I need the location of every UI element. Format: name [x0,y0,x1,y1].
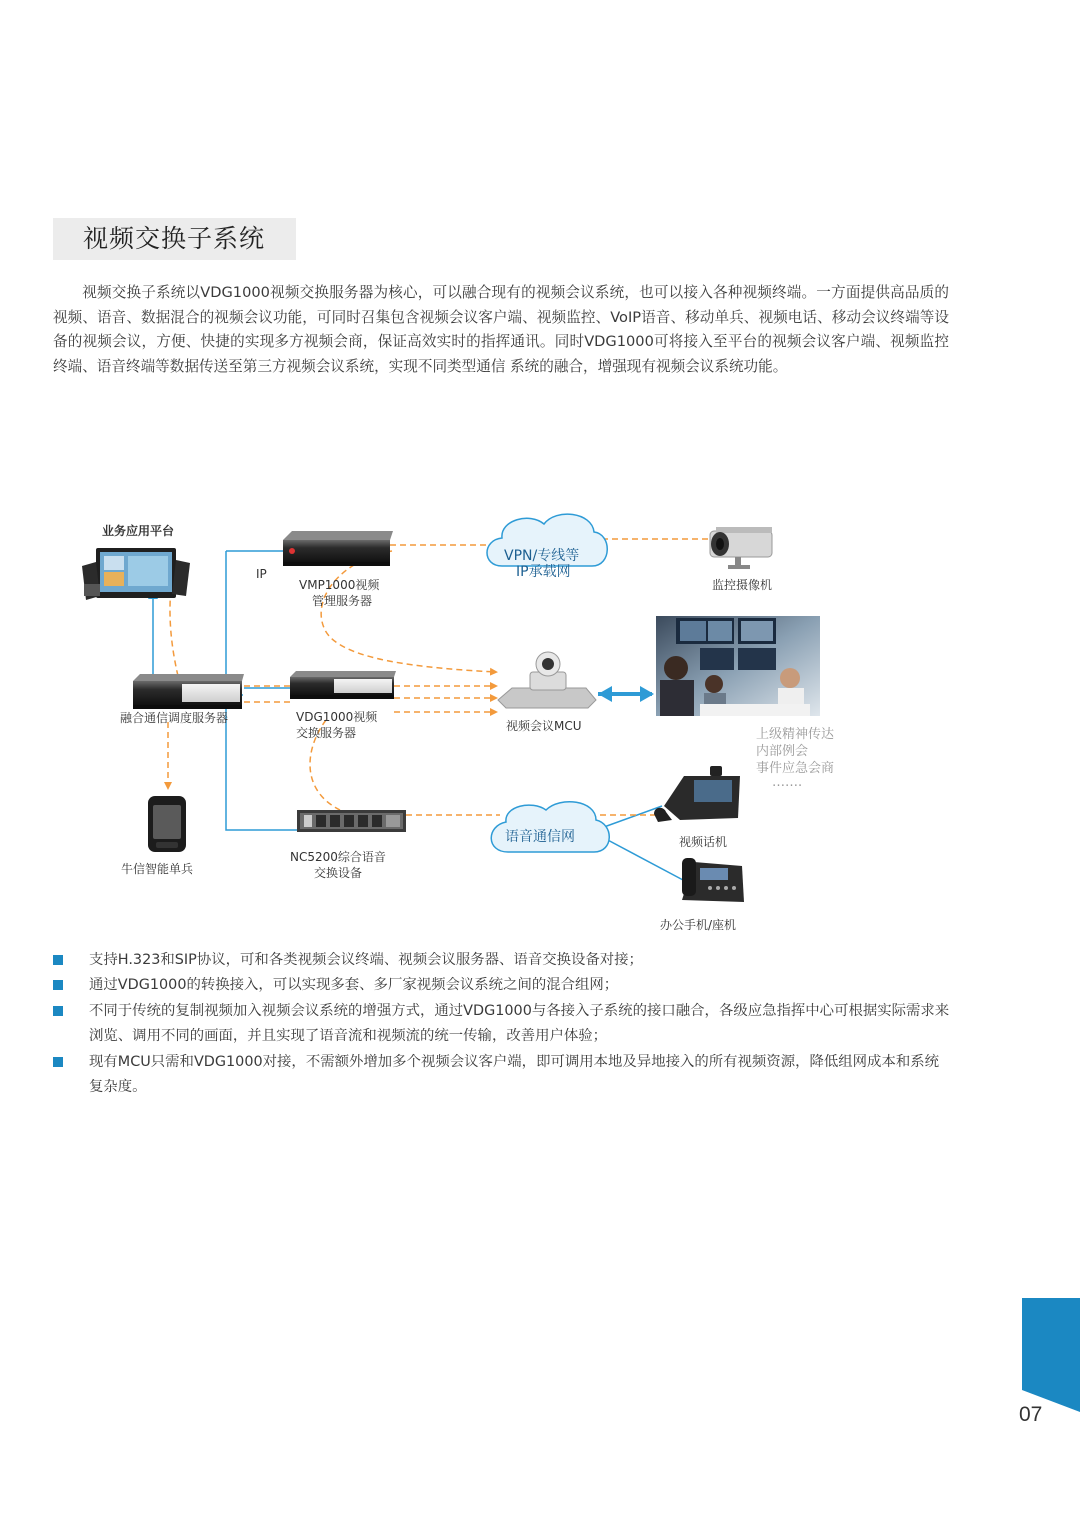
nc-label-2: 交换设备 [314,866,363,880]
double-arrow-icon [598,686,654,702]
voice-cloud-label: 语音通信网 [505,829,575,845]
video-phone-label: 视频话机 [679,835,728,849]
vpn-cloud-label-2: IP承载网 [516,564,571,580]
dashed-flows [168,539,712,815]
vdg-label-1: VDG1000视频 [296,710,378,724]
nc-label-1: NC5200综合语音 [290,850,386,864]
meeting-note-3: 事件应急会商 [756,761,835,776]
vpn-cloud-label-1: VPN/专线等 [504,548,580,564]
bullet-square-icon [53,1057,63,1067]
vmp-label-1: VMP1000视频 [299,578,380,592]
platform-device [82,548,190,600]
soldier-device [148,796,186,852]
platform-label: 业务应用平台 [102,524,175,538]
office-phone-icon [682,858,744,902]
ip-label: IP [256,567,267,581]
bullet-square-icon [53,1006,63,1016]
meeting-note-2: 内部例会 [756,744,809,759]
office-phone-label: 办公手机/座机 [660,918,737,932]
vmp-server [283,531,393,566]
meeting-note-4: ……. [772,775,803,790]
page-number: 07 [1019,1403,1043,1426]
vdg-label-2: 交换服务器 [296,726,357,740]
section-title: 视频交换子系统 [53,218,296,260]
meeting-note-1: 上级精神传达 [756,727,835,742]
camera-label: 监控摄像机 [712,578,773,592]
soldier-label: 牛信智能单兵 [121,862,194,876]
network-diagram [0,500,1080,940]
vmp-label-2: 管理服务器 [312,594,373,608]
vdg-server [290,671,396,699]
intro-paragraph: 视频交换子系统以VDG1000视频交换服务器为核心，可以融合现有的视频会议系统，也可以接入各种视频终端。一方面提供高品质的视频、语音、数据混合的视频会议功能，可同时召集包含视频会议客户端、视频监控、VoIP语音、移动单兵、视频电话、移动会议终端等设备的视频会议，方便、快捷的实现多方视频会商，保证高效实时的指挥通讯。同时VDG1000可将接入至平台的视频会议客户端、视频监控终端、语音终端等数据传送至第三方视频会议系统，实现不同类型通信 系统的融合，增强现有视频会议系统功能。 [53,284,949,375]
list-item: 通过VDG1000的转换接入，可以实现多套、多厂家视频会议系统之间的混合组网； [53,973,953,998]
fusion-server [133,674,244,709]
page-corner-tab [1020,1298,1080,1414]
link-voice-videophone [604,806,662,827]
camera-icon [710,527,772,569]
meeting-room-image [656,616,820,716]
feature-list [53,948,953,1100]
bullet-square-icon [53,955,63,965]
video-phone-icon [654,766,740,822]
mcu-device [498,652,596,708]
list-item: 不同于传统的复制视频加入视频会议系统的增强方式，通过VDG1000与各接入子系统的接口融合，各级应急指挥中心可根据实际需求来浏览、调用不同的画面，并且实现了语音流和视频流的统一传输，改善用户体验； [53,999,953,1050]
list-item: 现有MCU只需和VDG1000对接，不需额外增加多个视频会议客户端，即可调用本地及异地接入的所有视频资源，降低组网成本和系统复杂度。 [53,1050,953,1101]
fusion-label: 融合通信调度服务器 [120,711,229,725]
list-item: 支持H.323和SIP协议，可和各类视频会议终端、视频会议服务器、语音交换设备对接； [53,948,953,973]
mcu-label: 视频会议MCU [506,719,582,733]
nc5200-device [297,810,406,832]
bullet-square-icon [53,980,63,990]
link-voice-office [604,838,683,880]
